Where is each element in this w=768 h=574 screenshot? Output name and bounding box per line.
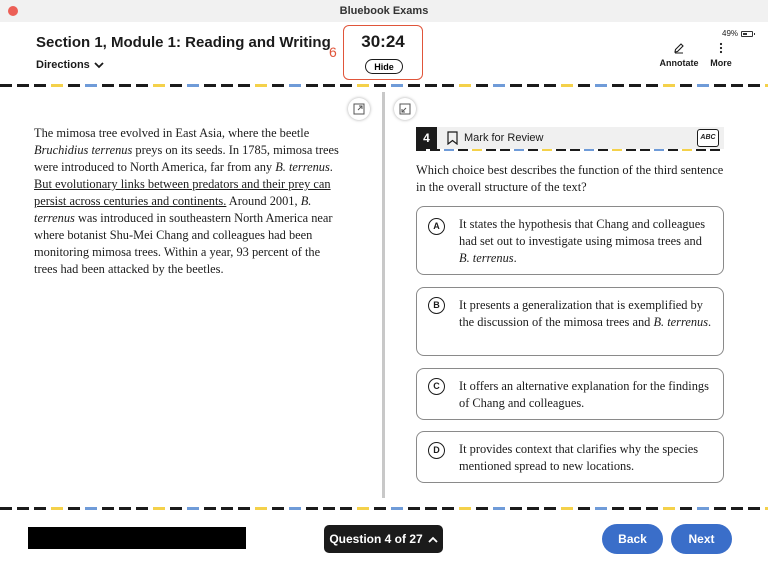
passage-italic: Bruchidius terrenus <box>34 143 133 157</box>
passage-segment: The mimosa tree evolved in East Asia, where the beetle <box>34 126 310 140</box>
battery-icon <box>741 31 753 37</box>
answer-choice-b[interactable] <box>416 287 724 356</box>
passage-segment: . <box>329 160 333 174</box>
choice-text: It provides context that clarifies why the species mentioned spread to new locations. <box>459 442 699 473</box>
expand-icon <box>399 103 411 115</box>
choice-text: It presents a generalization that is exemplified by the discussion of the mimosa trees and B. terrenus. <box>459 298 712 329</box>
section-title: Section 1, Module 1: Reading and Writing <box>36 34 331 51</box>
question-prompt: Which choice best describes the function of the third sentence in the overall structure of the text? <box>416 163 724 194</box>
mark-for-review-button[interactable] <box>447 131 543 145</box>
answer-eliminator-button[interactable]: ABC <box>697 129 719 147</box>
passage-segment: was introduced in southeastern North America near where botanist Shu-Mei Chang and colleagues had been monitoring mimosa trees. Within a year, 93 percent of the trees had been attacked by the beetles. <box>34 211 333 276</box>
battery-status <box>722 29 753 38</box>
more-label: More <box>710 58 732 68</box>
redacted-name <box>28 527 246 549</box>
answer-choice-d[interactable] <box>416 431 724 483</box>
annotate-button[interactable] <box>658 42 700 68</box>
timer-annotation: 6 <box>329 44 337 60</box>
answer-choice-c[interactable] <box>416 368 724 420</box>
exam-header <box>0 22 768 84</box>
passage-italic: B. terrenus <box>34 194 312 225</box>
directions-toggle[interactable] <box>36 59 104 71</box>
mark-for-review-label: Mark for Review <box>464 132 544 144</box>
choice-letter: B <box>428 297 445 314</box>
annotate-label: Annotate <box>659 58 699 68</box>
timer-value: 30:24 <box>361 32 405 51</box>
question-number: 4 <box>416 127 437 149</box>
back-button[interactable]: Back <box>602 524 663 554</box>
passage-text <box>34 125 346 278</box>
question-navigator-button[interactable] <box>324 525 443 553</box>
choice-text: It offers an alternative explanation for the findings of Chang and colleagues. <box>459 379 709 410</box>
pane-divider[interactable] <box>382 92 385 498</box>
more-vertical-icon <box>715 42 727 54</box>
choice-letter: A <box>428 218 445 235</box>
passage-underlined-sentence: But evolutionary links between predators and their prey can persist across centuries and continents. <box>34 177 331 208</box>
question-header <box>416 127 724 149</box>
passage-italic: B. terrenus <box>275 160 330 174</box>
expand-icon <box>353 103 365 115</box>
chevron-up-icon <box>428 536 438 543</box>
more-button[interactable] <box>706 42 736 68</box>
timer <box>343 25 423 80</box>
window-title: Bluebook Exams <box>339 5 429 17</box>
directions-label: Directions <box>36 59 90 71</box>
choice-letter: C <box>428 378 445 395</box>
choice-letter: D <box>428 442 445 459</box>
expand-passage-button[interactable] <box>348 98 370 120</box>
hide-timer-button[interactable]: Hide <box>365 59 403 74</box>
next-button[interactable]: Next <box>671 524 732 554</box>
expand-question-button[interactable] <box>394 98 416 120</box>
header-divider <box>0 84 768 87</box>
choice-text: It states the hypothesis that Chang and colleagues had set out to investigate using mimosa trees and B. terrenus. <box>459 217 706 265</box>
footer-divider <box>0 507 768 510</box>
passage-segment: preys on its seeds. In 1785, mimosa trees were introduced to North America, far from any <box>34 143 339 174</box>
battery-percent: 49% <box>722 29 739 38</box>
question-nav-label: Question 4 of 27 <box>329 532 423 546</box>
passage-segment: Around 2001, <box>226 194 301 208</box>
pencil-icon <box>673 42 685 54</box>
question-header-rule <box>416 149 724 151</box>
title-bar <box>0 0 768 22</box>
answer-choice-a[interactable] <box>416 206 724 275</box>
bookmark-icon <box>447 131 458 145</box>
chevron-down-icon <box>94 62 104 69</box>
